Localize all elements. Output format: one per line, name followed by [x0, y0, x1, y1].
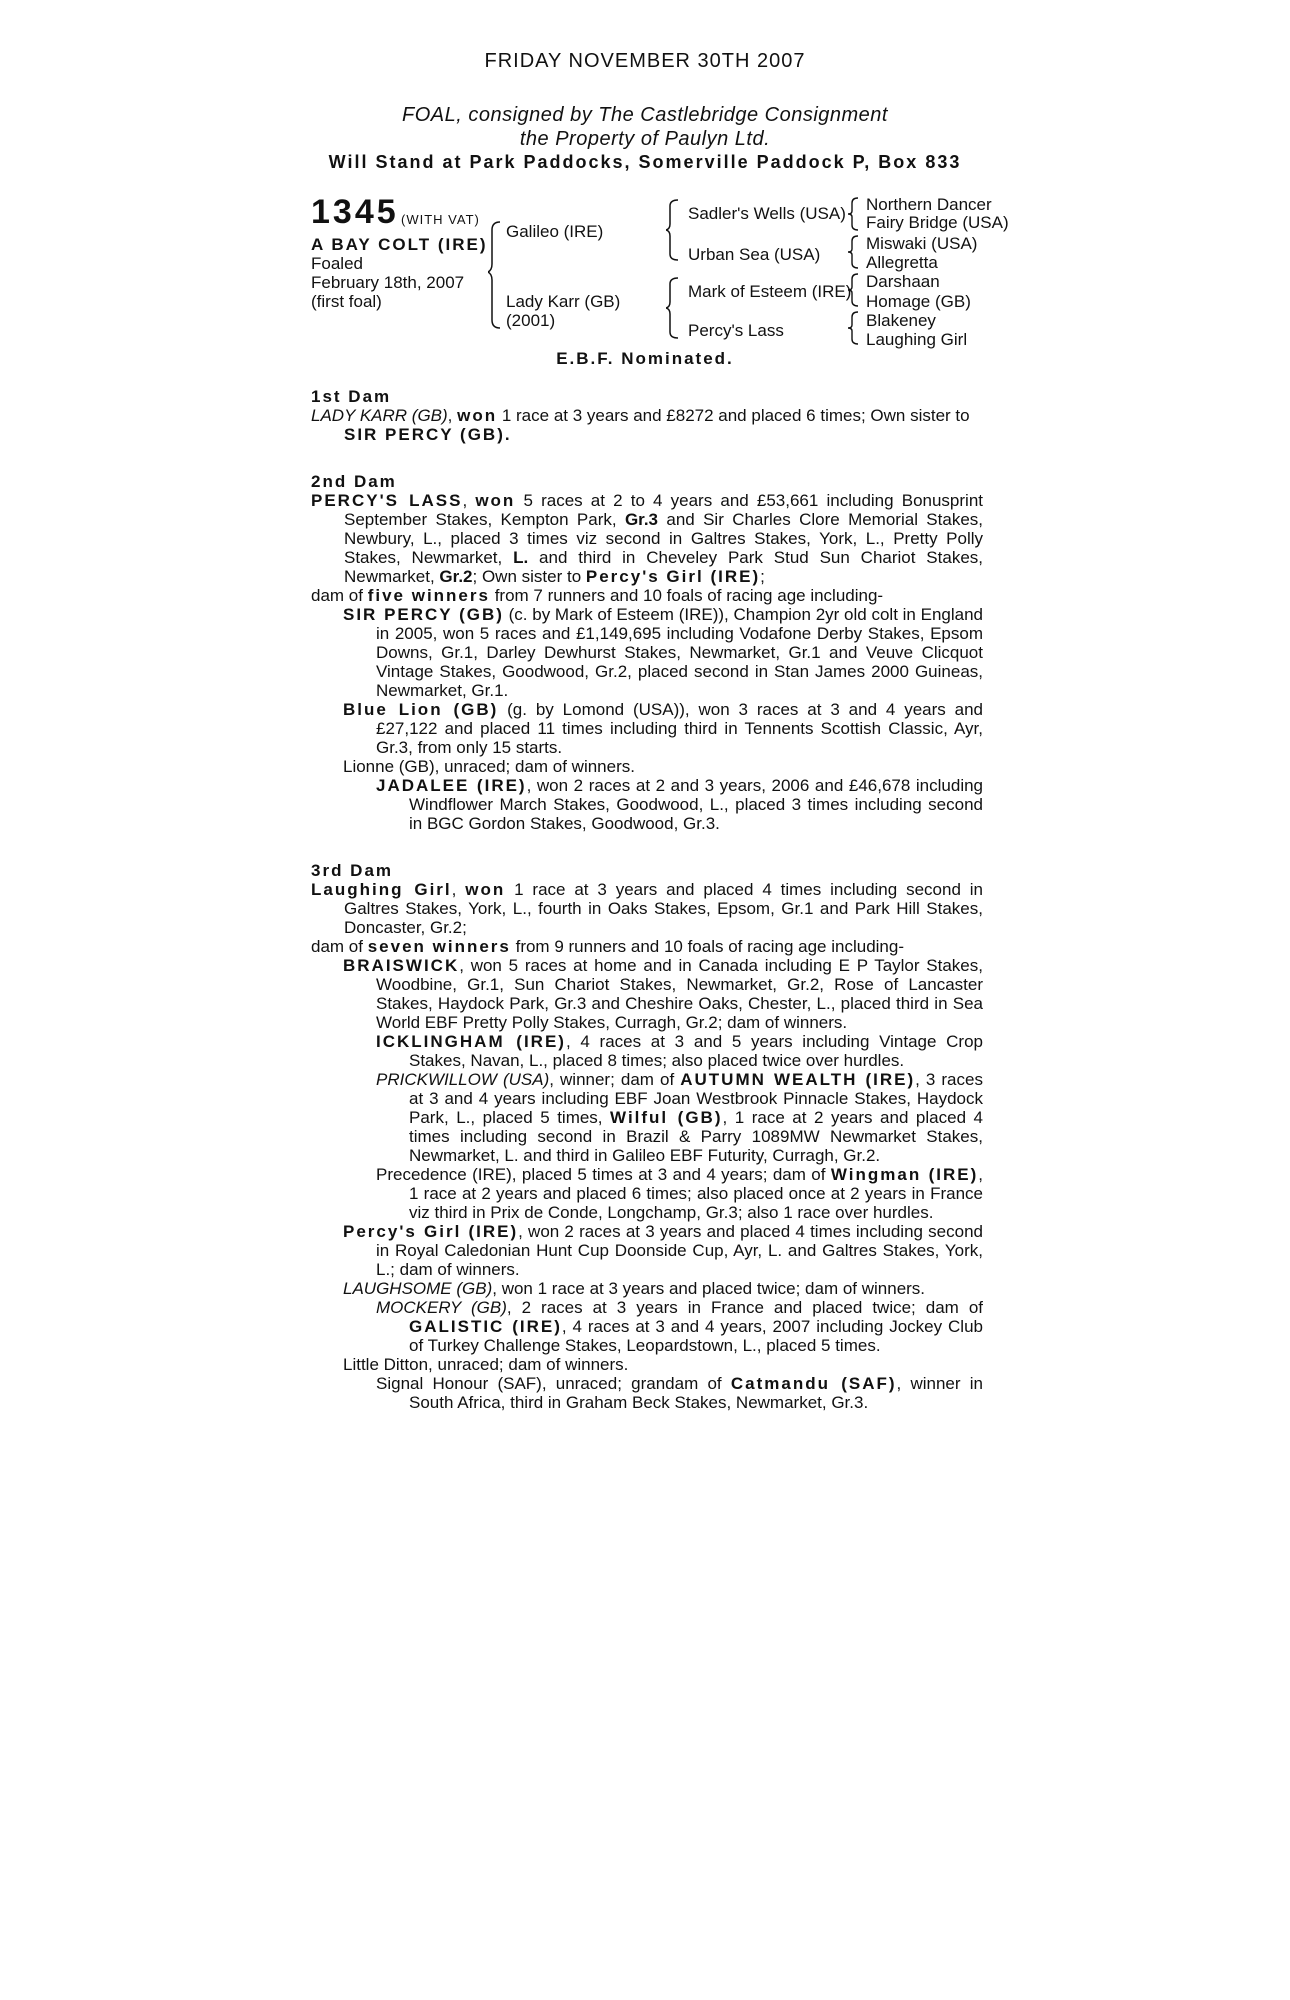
pedigree-brace-gs2 [848, 234, 860, 270]
produce-little-ditton: Little Ditton, unraced; dam of winners. [343, 1355, 629, 1374]
stand-location: Will Stand at Park Paddocks, Somerville Paddock P, Box 833 [328, 152, 962, 172]
pedigree-brace-gs4 [848, 310, 860, 346]
produce-braiswick: BRAISWICK, won 5 races at home and in Canada including E P Taylor Stakes, Woodbine, Gr.1, Sun Chariot Stakes, Newmarket, Gr.2, Rose of Lancaster Stakes, Haydock Park, Gr.3 and Cheshire Oaks, Chester, L., placed third in Sea World EBF Pretty Polly Stakes, Curragh, Gr.2; dam of winners. [343, 956, 983, 1032]
first-dam-name: LADY KARR (GB) [311, 406, 448, 425]
produce-laughsome: LAUGHSOME (GB), won 1 race at 3 years and placed twice; dam of winners. [343, 1279, 926, 1298]
first-dam-entry: LADY KARR (GB), won 1 race at 3 years and £8272 and placed 6 times; Own sister to SIR PERCY (GB). [311, 406, 970, 444]
great-grandsire-7: Blakeney [866, 311, 936, 330]
produce-blue-lion: Blue Lion (GB) (g. by Lomond (USA)), won 3 races at 3 and 4 years and £27,122 and placed 11 times including third in Tennents Scottish Classic, Ayr, Gr.3, from only 15 starts. [343, 700, 984, 757]
third-dam-name: Laughing Girl [311, 880, 452, 899]
great-grandsire-6: Homage (GB) [866, 292, 971, 311]
grandsire-1: Sadler's Wells (USA) [688, 204, 846, 223]
produce-precedence: Precedence (IRE), placed 5 times at 3 and 4 years; dam of Wingman (IRE), 1 race at 2 years and placed 6 times; also placed once at 2 years in France viz third in Prix de Conde, Longchamp, Gr.3; also 1 race over hurdles. [376, 1165, 983, 1222]
first-foal-note: (first foal) [311, 292, 382, 311]
produce-percys-girl: Percy's Girl (IRE), won 2 races at 3 years and placed 4 times including second in Royal Caledonian Hunt Cup Doonside Cup, Ayr, L. and Galtres Stakes, York, L.; dam of winners. [343, 1222, 983, 1279]
produce-jadalee: JADALEE (IRE), won 2 races at 2 and 3 years, 2006 and £46,678 including Windflower March Stakes, Goodwood, L., placed 3 times including second in BGC Gordon Stakes, Goodwood, Gr.3. [376, 776, 983, 833]
dam-name: Lady Karr (GB) [506, 292, 621, 311]
second-dam-heading: 2nd Dam [311, 472, 397, 491]
first-dam-section [311, 387, 983, 444]
produce-mockery: MOCKERY (GB), 2 races at 3 years in France and placed twice; dam of GALISTIC (IRE), 4 races at 3 and 4 years, 2007 including Jockey Club of Turkey Challenge Stakes, Leopardstown, L., placed 5 times. [376, 1298, 983, 1355]
third-dam-heading: 3rd Dam [311, 861, 394, 880]
great-grandsire-4: Allegretta [866, 253, 938, 272]
grandsire-4: Percy's Lass [688, 321, 784, 340]
foaled-date: February 18th, 2007 [311, 273, 465, 292]
lot-number: 1345 [311, 193, 399, 231]
pedigree-brace-dam [666, 276, 680, 340]
second-dam-produce-summary: dam of five winners from 7 runners and 10 foals of racing age including- [311, 586, 884, 605]
second-dam-section [311, 472, 983, 833]
foaled-label: Foaled [311, 254, 363, 273]
third-dam-produce-summary: dam of seven winners from 9 runners and 10 foals of racing age including- [311, 937, 904, 956]
pedigree-brace-main [488, 220, 502, 330]
family-notes [311, 387, 983, 1412]
great-grandsire-1: Northern Dancer [866, 195, 992, 214]
third-dam-section [311, 861, 983, 1412]
lot-name: A BAY COLT (IRE) [311, 235, 488, 254]
pedigree-brace-sire [666, 198, 680, 262]
dam-year: (2001) [506, 311, 556, 330]
grandsire-3: Mark of Esteem (IRE) [688, 282, 852, 301]
second-dam-name: PERCY'S LASS [311, 491, 463, 510]
sale-date: FRIDAY NOVEMBER 30TH 2007 [484, 50, 806, 72]
grandsire-2: Urban Sea (USA) [688, 245, 821, 264]
produce-signal-honour: Signal Honour (SAF), unraced; grandam of Catmandu (SAF), winner in South Africa, third in Graham Beck Stakes, Newmarket, Gr.3. [376, 1374, 983, 1412]
third-dam-entry: Laughing Girl, won 1 race at 3 years and placed 4 times including second in Galtres Stakes, York, L., fourth in Oaks Stakes, Epsom, Gr.1 and Park Hill Stakes, Doncaster, Gr.2; [311, 880, 983, 937]
produce-sir-percy: SIR PERCY (GB) (c. by Mark of Esteem (IRE)), Champion 2yr old colt in England in 2005, won 5 races and £1,149,695 including Vodafone Derby Stakes, Epsom Downs, Gr.1, Darley Dewhurst Stakes, Newmarket, Gr.1 and Veuve Clicquot Vintage Stakes, Goodwood, Gr.2, placed second in Stan James 2000 Guineas, Newmarket, Gr.1. [343, 605, 983, 700]
sire-name: Galileo (IRE) [506, 222, 604, 241]
produce-icklingham: ICKLINGHAM (IRE), 4 races at 3 and 5 years including Vintage Crop Stakes, Navan, L., placed 8 times; also placed twice over hurdles. [376, 1032, 984, 1070]
consignor-line: FOAL, consigned by The Castlebridge Consignment [402, 104, 888, 126]
first-dam-heading: 1st Dam [311, 387, 392, 406]
great-grandsire-2: Fairy Bridge (USA) [866, 213, 1009, 232]
great-grandsire-3: Miswaki (USA) [866, 234, 978, 253]
great-grandsire-8: Laughing Girl [866, 330, 968, 349]
produce-lionne: Lionne (GB), unraced; dam of winners. [343, 757, 635, 776]
property-line: the Property of Paulyn Ltd. [519, 128, 771, 150]
second-dam-entry: PERCY'S LASS, won 5 races at 2 to 4 years and £53,661 including Bonusprint September Stakes, Kempton Park, Gr.3 and Sir Charles Clore Memorial Stakes, Newbury, L., placed 3 times viz second in Galtres Stakes, York, L., Pretty Polly Stakes, Newmarket, L. and third in Cheveley Park Stud Sun Chariot Stakes, Newmarket, Gr.2; Own sister to Percy's Girl (IRE); [311, 491, 984, 586]
vat-note: (WITH VAT) [401, 212, 480, 227]
produce-prickwillow: PRICKWILLOW (USA), winner; dam of AUTUMN WEALTH (IRE), 3 races at 3 and 4 years including EBF Joan Westbrook Pinnacle Stakes, Haydock Park, L., placed 5 times, Wilful (GB), 1 race at 2 years and placed 4 times including second in Brazil & Parry 1089MW Newmarket Stakes, Newmarket, L. and third in Galileo EBF Futurity, Curragh, Gr.2. [376, 1070, 983, 1165]
pedigree-brace-gs1 [848, 196, 860, 232]
ebf-nominated: E.B.F. Nominated. [556, 349, 734, 368]
own-sister-name: SIR PERCY (GB). [344, 425, 512, 444]
great-grandsire-5: Darshaan [866, 272, 940, 291]
